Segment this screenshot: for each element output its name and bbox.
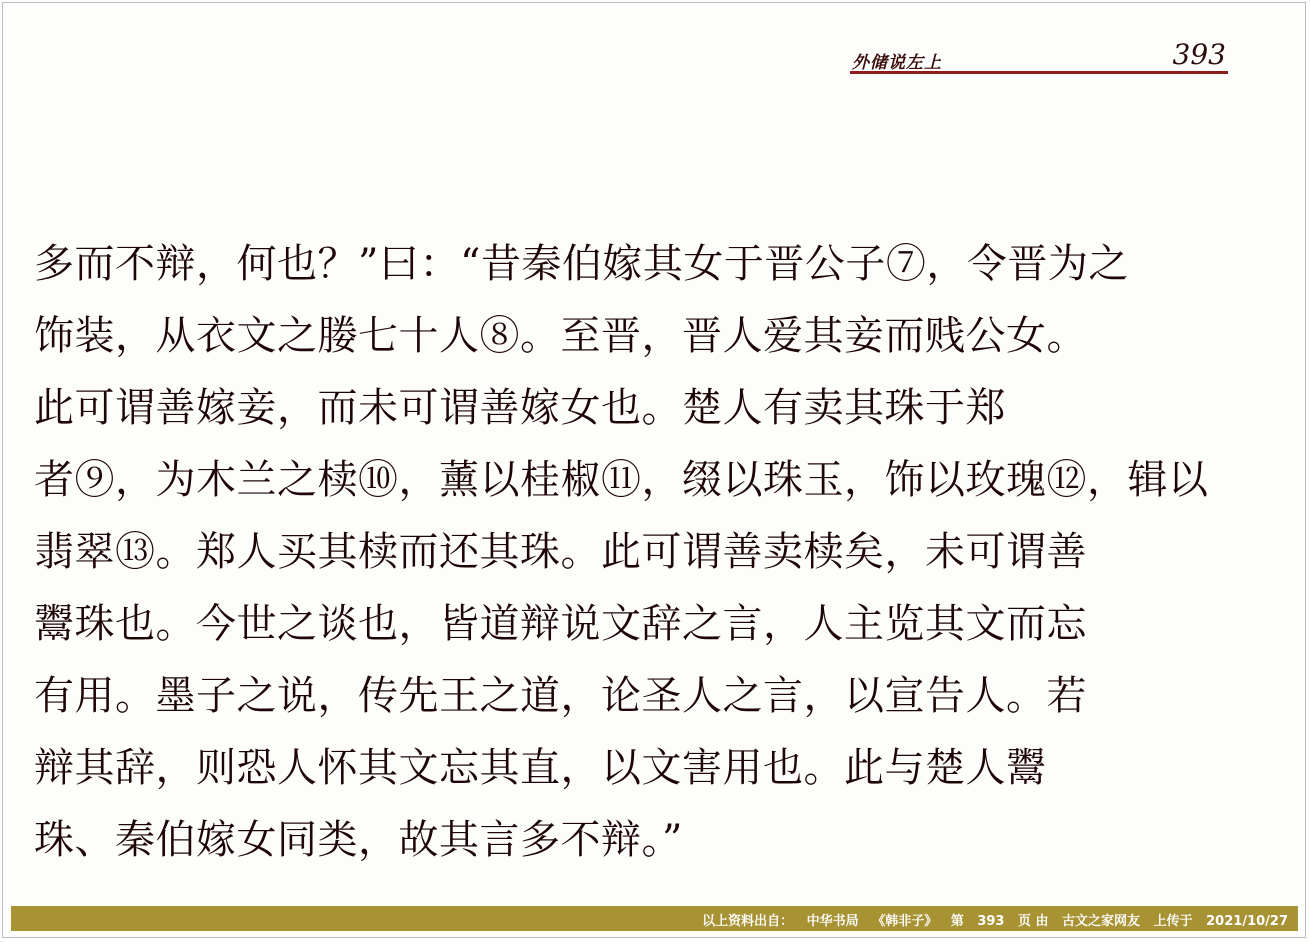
text-line: 珠、秦伯嫁女同类，故其言多不辩。” — [34, 817, 683, 863]
text-line: 多而不辩，何也？”曰：“昔秦伯嫁其女于晋公子⑦，令晋为之 — [34, 241, 1129, 287]
text-line: 辩其辞，则恐人怀其文忘其直，以文害用也。此与楚人鬻 — [34, 745, 1047, 791]
uploader-link[interactable]: 古文之家网友 — [1062, 914, 1141, 929]
source-label: 以上资料出自： — [702, 914, 794, 929]
text-line: 有用。墨子之说，传先王之道，论圣人之言，以宣告人。若 — [34, 673, 1087, 719]
body-text — [34, 228, 1234, 876]
running-head — [850, 38, 1228, 76]
upload-date: 2021/10/27 — [1206, 914, 1288, 929]
header-rule — [850, 71, 1228, 74]
publisher-link[interactable]: 中华书局 — [806, 914, 859, 929]
page-prefix: 第 — [950, 914, 964, 929]
uploaded-label: 上传于 — [1153, 914, 1193, 929]
text-line: 者⑨，为木兰之椟⑩，薰以桂椒⑪，缀以珠玉，饰以玫瑰⑫，辑以 — [34, 457, 1209, 503]
text-line: 翡翠⑬。郑人买其椟而还其珠。此可谓善卖椟矣，未可谓善 — [34, 529, 1087, 575]
section-title: 外储说左上 — [852, 53, 942, 73]
text-line: 此可谓善嫁妾，而未可谓善嫁女也。楚人有卖其珠于郑 — [34, 385, 1006, 431]
page-number: 393 — [1172, 38, 1226, 71]
text-line: 鬻珠也。今世之谈也，皆道辩说文辞之言，人主览其文而忘 — [34, 601, 1087, 647]
footer-bar — [11, 906, 1298, 931]
page-suffix: 页 由 — [1017, 914, 1049, 929]
footer-source-line — [693, 910, 1288, 929]
text-line: 饰装，从衣文之媵七十人⑧。至晋，晋人爱其妾而贱公女。 — [34, 313, 1087, 359]
page-number-link[interactable]: 393 — [977, 914, 1005, 929]
book-title-link[interactable]: 《韩非子》 — [872, 914, 938, 929]
